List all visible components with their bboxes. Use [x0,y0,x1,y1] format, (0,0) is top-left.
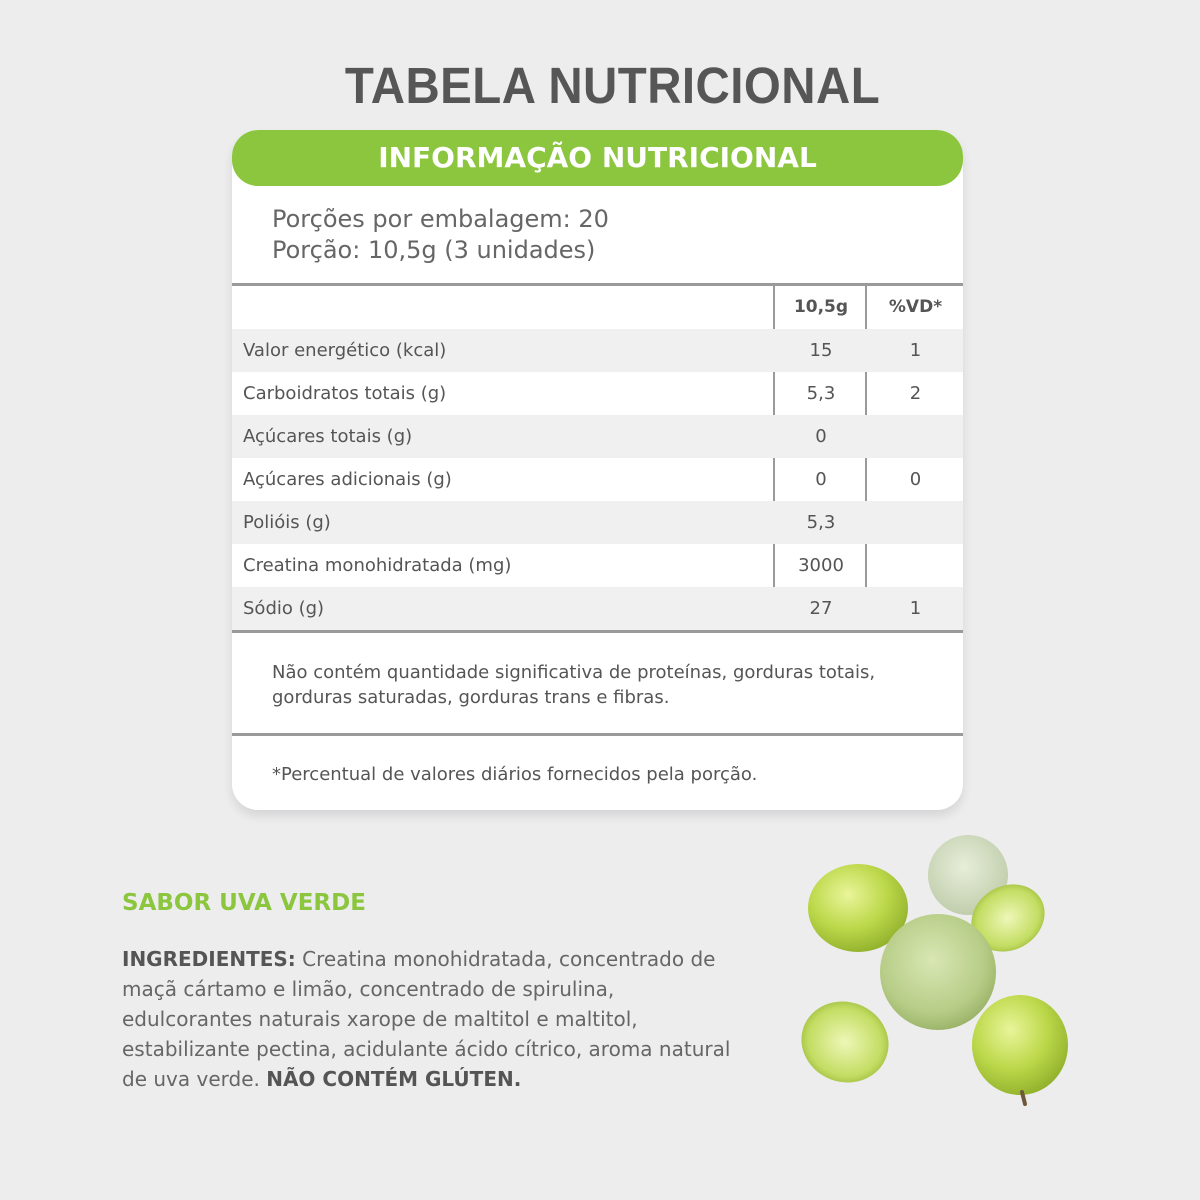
portions-per-package: Porções por embalagem: 20 [272,205,609,233]
ingredients-list: Creatina monohidratada, concentrado de maçã cártamo e limão, concentrado de spirulina, edulcorantes naturais xarope de maltitol e maltitol, estabilizante pectina, acidulante ácido cítrico, aroma natural de uva verde. [122,947,731,1091]
card-header: INFORMAÇÃO NUTRICIONAL [232,130,963,186]
grapes-and-gummy-image [790,830,1080,1120]
column-header-amount: 10,5g [793,297,849,317]
portion-info [272,204,609,266]
nutrition-card [232,130,963,810]
nutrient-name: Sódio (g) [243,598,325,619]
nutrient-amount: 0 [815,469,827,490]
table-header-row [232,286,963,329]
table-row [232,544,963,587]
nutrient-amount: 5,3 [806,383,836,404]
daily-values-note: *Percentual de valores diários fornecidos pela porção. [272,764,758,785]
grape [972,995,1068,1095]
column-header-vd: %VD* [888,297,943,317]
ingredients-text [122,944,742,1094]
nutrient-name: Creatina monohidratada (mg) [243,555,512,576]
nutrient-vd: 0 [909,469,922,490]
nutrient-vd: 2 [909,383,922,404]
nutrient-amount: 5,3 [806,512,836,533]
grape-cut [790,989,900,1094]
table-row [232,458,963,501]
nutrient-amount: 15 [809,340,833,361]
portion-size: Porção: 10,5g (3 unidades) [272,236,596,264]
nutrient-name: Açúcares totais (g) [243,426,413,447]
nutrient-name: Polióis (g) [243,512,331,533]
nutrient-vd: 1 [909,598,922,619]
page-title: TABELA NUTRICIONAL [344,57,881,114]
gluten-notice: NÃO CONTÉM GLÚTEN. [266,1067,522,1091]
table-row [232,329,963,372]
nutrition-table [232,283,963,633]
nutrient-amount: 27 [809,598,833,619]
table-row [232,501,963,544]
nutrient-name: Açúcares adicionais (g) [243,469,452,490]
table-row [232,415,963,458]
table-row [232,372,963,415]
nutrient-name: Carboidratos totais (g) [243,383,447,404]
flavor-label: SABOR UVA VERDE [122,890,366,916]
not-contains-note: Não contém quantidade significativa de proteínas, gorduras totais, gorduras saturadas, gorduras trans e fibras. [272,662,876,708]
nutrient-name: Valor energético (kcal) [243,340,447,361]
nutrient-amount: 3000 [798,555,844,576]
gummy [880,914,996,1030]
section-divider [232,733,963,736]
table-row [232,587,963,630]
table-bottom-border [232,630,963,633]
nutrient-vd: 1 [909,340,922,361]
nutrient-amount: 0 [815,426,827,447]
ingredients-label: INGREDIENTES: [122,947,296,971]
